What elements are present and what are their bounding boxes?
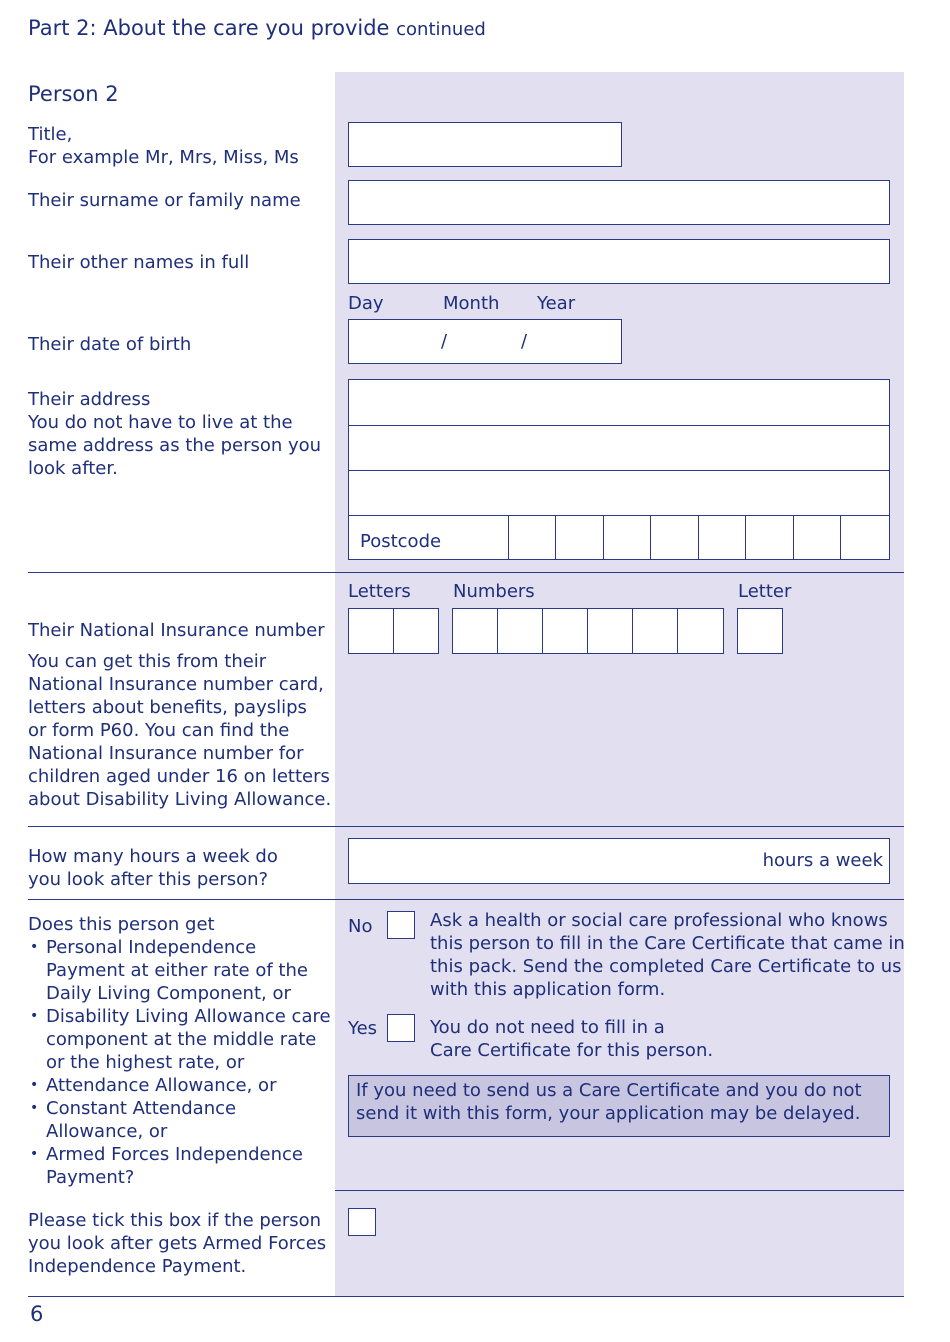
benefits-question [28,913,331,1189]
warning-note [348,1075,890,1137]
ni-help-line: You can get this from their [28,651,267,672]
benefit-line: • Armed Forces Independence [46,1144,303,1165]
ni-cell-divider [677,609,678,653]
page-title-text: Part 2: About the care you provide [28,16,390,40]
dob-label: Their date of birth [28,334,192,355]
address-label-line: Their address [28,389,151,410]
benefit-item [28,1143,331,1189]
postcode-cell [508,516,509,559]
no-checkbox[interactable] [387,911,415,939]
page-number: 6 [30,1302,44,1326]
benefit-line: Payment? [46,1167,135,1188]
benefit-line: Daily Living Component, or [46,983,291,1004]
postcode-cell [555,516,556,559]
surname-label: Their surname or family name [28,190,301,211]
benefit-line: or the highest rate, or [46,1052,245,1073]
ni-help-line: about Disability Living Allowance. [28,789,332,810]
ni-help-line: children aged under 16 on letters [28,766,330,787]
address-input-group [348,379,890,560]
ni-numbers-input[interactable] [452,608,724,654]
page-title [28,17,486,41]
other-names-input[interactable] [348,239,890,284]
postcode-cell [840,516,841,559]
dob-input[interactable] [348,319,622,364]
afip-label [28,1209,326,1278]
footer-divider [28,1296,904,1297]
ni-letter-input[interactable] [737,608,783,654]
title-input[interactable] [348,122,622,167]
hours-label [28,845,278,891]
yes-explanation [430,1016,713,1062]
postcode-input[interactable] [508,516,889,559]
no-explanation-line: Ask a health or social care professional who knows [430,910,888,931]
address-hint-line: look after. [28,458,118,479]
ni-help-line: letters about benefits, payslips [28,697,307,718]
ni-label: Their National Insurance number [28,620,325,641]
afip-label-line: Independence Payment. [28,1256,247,1277]
title-label [28,123,299,169]
address-label [28,388,321,480]
benefit-line: • Personal Independence [46,937,257,958]
ni-help-line: or form P60. You can find the [28,720,290,741]
benefit-item [28,936,331,1005]
ni-cell-divider [497,609,498,653]
postcode-cell [745,516,746,559]
benefit-line: Allowance, or [46,1121,168,1142]
afip-checkbox[interactable] [348,1208,376,1236]
yes-explanation-line: You do not need to fill in a [430,1017,665,1038]
benefit-line: • Constant Attendance [46,1098,237,1119]
benefit-item [28,1097,331,1143]
warning-note-line: send it with this form, your application may be delayed. [356,1103,861,1124]
ni-help-text [28,650,331,811]
no-explanation-line: this pack. Send the completed Care Certificate to us [430,956,902,977]
section-heading: Person 2 [28,82,119,106]
other-names-label: Their other names in full [28,252,250,273]
ni-help-line: National Insurance number card, [28,674,324,695]
address-line-3-input[interactable] [349,471,889,515]
title-label-line: Title, [28,124,73,145]
postcode-cell [793,516,794,559]
benefit-line: • Disability Living Allowance care [46,1006,331,1027]
postcode-label: Postcode [360,531,442,552]
dob-day-label: Day [348,293,384,314]
surname-input[interactable] [348,180,890,225]
ni-help-line: National Insurance number for [28,743,304,764]
afip-label-line: Please tick this box if the person [28,1210,322,1231]
yes-checkbox[interactable] [387,1014,415,1042]
warning-note-line: If you need to send us a Care Certificate and you do not [356,1080,862,1101]
section-divider [28,899,904,900]
ni-cell-divider [587,609,588,653]
benefits-list [28,936,331,1189]
afip-label-line: you look after gets Armed Forces [28,1233,327,1254]
address-hint-line: same address as the person you [28,435,322,456]
postcode-cell [698,516,699,559]
ni-cell-divider [632,609,633,653]
benefits-question-text: Does this person get [28,914,215,935]
section-divider [28,826,904,827]
postcode-cell [650,516,651,559]
dob-year-label: Year [537,293,576,314]
ni-cell-divider [393,609,394,653]
page-title-continued: continued [396,19,486,40]
section-divider [28,572,904,573]
yes-explanation-line: Care Certificate for this person. [430,1040,714,1061]
hours-input[interactable] [348,838,890,884]
ni-letters-input[interactable] [348,608,439,654]
no-explanation-line: with this application form. [430,979,666,1000]
postcode-cell [603,516,604,559]
ni-letters-label: Letters [348,581,411,602]
dob-separator-2: / [521,331,528,352]
ni-letter-label: Letter [738,581,792,602]
address-line-2-input[interactable] [349,426,889,470]
benefit-item [28,1074,331,1097]
yes-label: Yes [348,1018,378,1039]
benefit-line: component at the middle rate [46,1029,317,1050]
no-explanation-line: this person to fill in the Care Certificate that came in [430,933,905,954]
address-hint-line: You do not have to live at the [28,412,293,433]
dob-month-label: Month [443,293,500,314]
ni-numbers-label: Numbers [453,581,535,602]
title-label-hint: For example Mr, Mrs, Miss, Ms [28,147,299,168]
dob-separator-1: / [441,331,448,352]
panel-divider [335,1190,904,1191]
benefit-line: • Attendance Allowance, or [46,1075,277,1096]
benefit-item [28,1005,331,1074]
no-label: No [348,916,373,937]
benefit-line: Payment at either rate of the [46,960,308,981]
hours-label-line: How many hours a week do [28,846,278,867]
no-explanation [430,909,905,1001]
ni-cell-divider [542,609,543,653]
hours-suffix: hours a week [762,850,883,871]
address-line-1-input[interactable] [349,380,889,425]
hours-label-line: you look after this person? [28,869,269,890]
